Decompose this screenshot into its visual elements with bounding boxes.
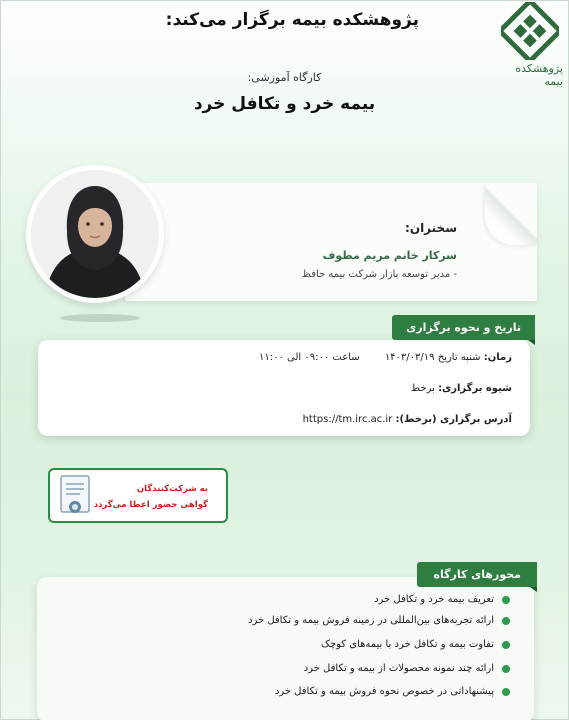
topic-text: پیشنهاداتی در خصوص نحوه فروش بیمه و تکافل خرد [274, 686, 494, 697]
institute-logo-icon [501, 2, 559, 60]
speaker-heading: سخنران: [405, 221, 457, 235]
speaker-portrait-icon [31, 170, 159, 298]
page-curl-decoration [485, 183, 537, 245]
address-label: آدرس برگزاری (برخط): [395, 414, 512, 425]
header-title: پژوهشکده بیمه برگزار می‌کند: [165, 10, 419, 30]
topic-text: تعریف بیمه خرد و تکافل خرد [374, 594, 494, 605]
bullet-icon [502, 617, 510, 625]
time-hours: ساعت ۰۹:۰۰ الی ۱۱:۰۰ [258, 352, 360, 363]
bullet-icon [502, 688, 510, 696]
topic-text: ارائه تجربه‌های بین‌المللی در زمینه فروش بیمه و تکافل خرد [248, 615, 494, 626]
topic-item [304, 663, 510, 674]
schedule-tag: تاریخ و نحوه برگزاری [392, 315, 535, 340]
topic-item [321, 639, 510, 650]
schedule-card [38, 340, 530, 436]
topic-text: ارائه چند نمونه محصولات از بیمه و تکافل خرد [303, 663, 494, 674]
topics-card [37, 577, 534, 720]
photo-shadow [60, 314, 140, 322]
logo-text: پژوهشکده بیمه [515, 62, 563, 88]
address-row [303, 414, 512, 425]
topic-text: تفاوت بیمه و تکافل خرد با بیمه‌های کوچک [321, 639, 494, 650]
bullet-icon [502, 596, 510, 604]
workshop-label: کارگاه آموزشی: [247, 71, 322, 84]
speaker-photo [26, 165, 164, 303]
certificate-line-2: گواهی حضور اعطا می‌گردد [93, 500, 208, 510]
speaker-card [125, 183, 537, 301]
topic-item [374, 594, 510, 605]
workshop-title: بیمه خرد و تکافل خرد [193, 94, 376, 114]
bullet-icon [502, 665, 510, 673]
method-row [411, 383, 512, 394]
certificate-line-1: به شرکت‌کنندگان [136, 484, 208, 494]
certificate-box [48, 468, 228, 523]
time-label: زمان: [483, 352, 512, 363]
address-link[interactable]: https://tm.irc.ac.ir [302, 414, 393, 425]
topics-tag: محورهای کارگاه [417, 562, 537, 587]
certificate-icon [58, 474, 92, 518]
method-label: شیوه برگزاری: [438, 383, 512, 394]
speaker-name: سرکار خانم مریم مطوف [322, 249, 457, 262]
topic-item [275, 686, 510, 697]
topic-item [248, 615, 510, 626]
bullet-icon [502, 641, 510, 649]
speaker-role: - مدیر توسعه بازار شرکت بیمه حافظ [301, 269, 457, 280]
time-date: شنبه تاریخ ۱۴۰۳/۰۳/۱۹ [384, 352, 481, 363]
time-row [259, 352, 512, 363]
method-value: برخط [410, 383, 435, 394]
